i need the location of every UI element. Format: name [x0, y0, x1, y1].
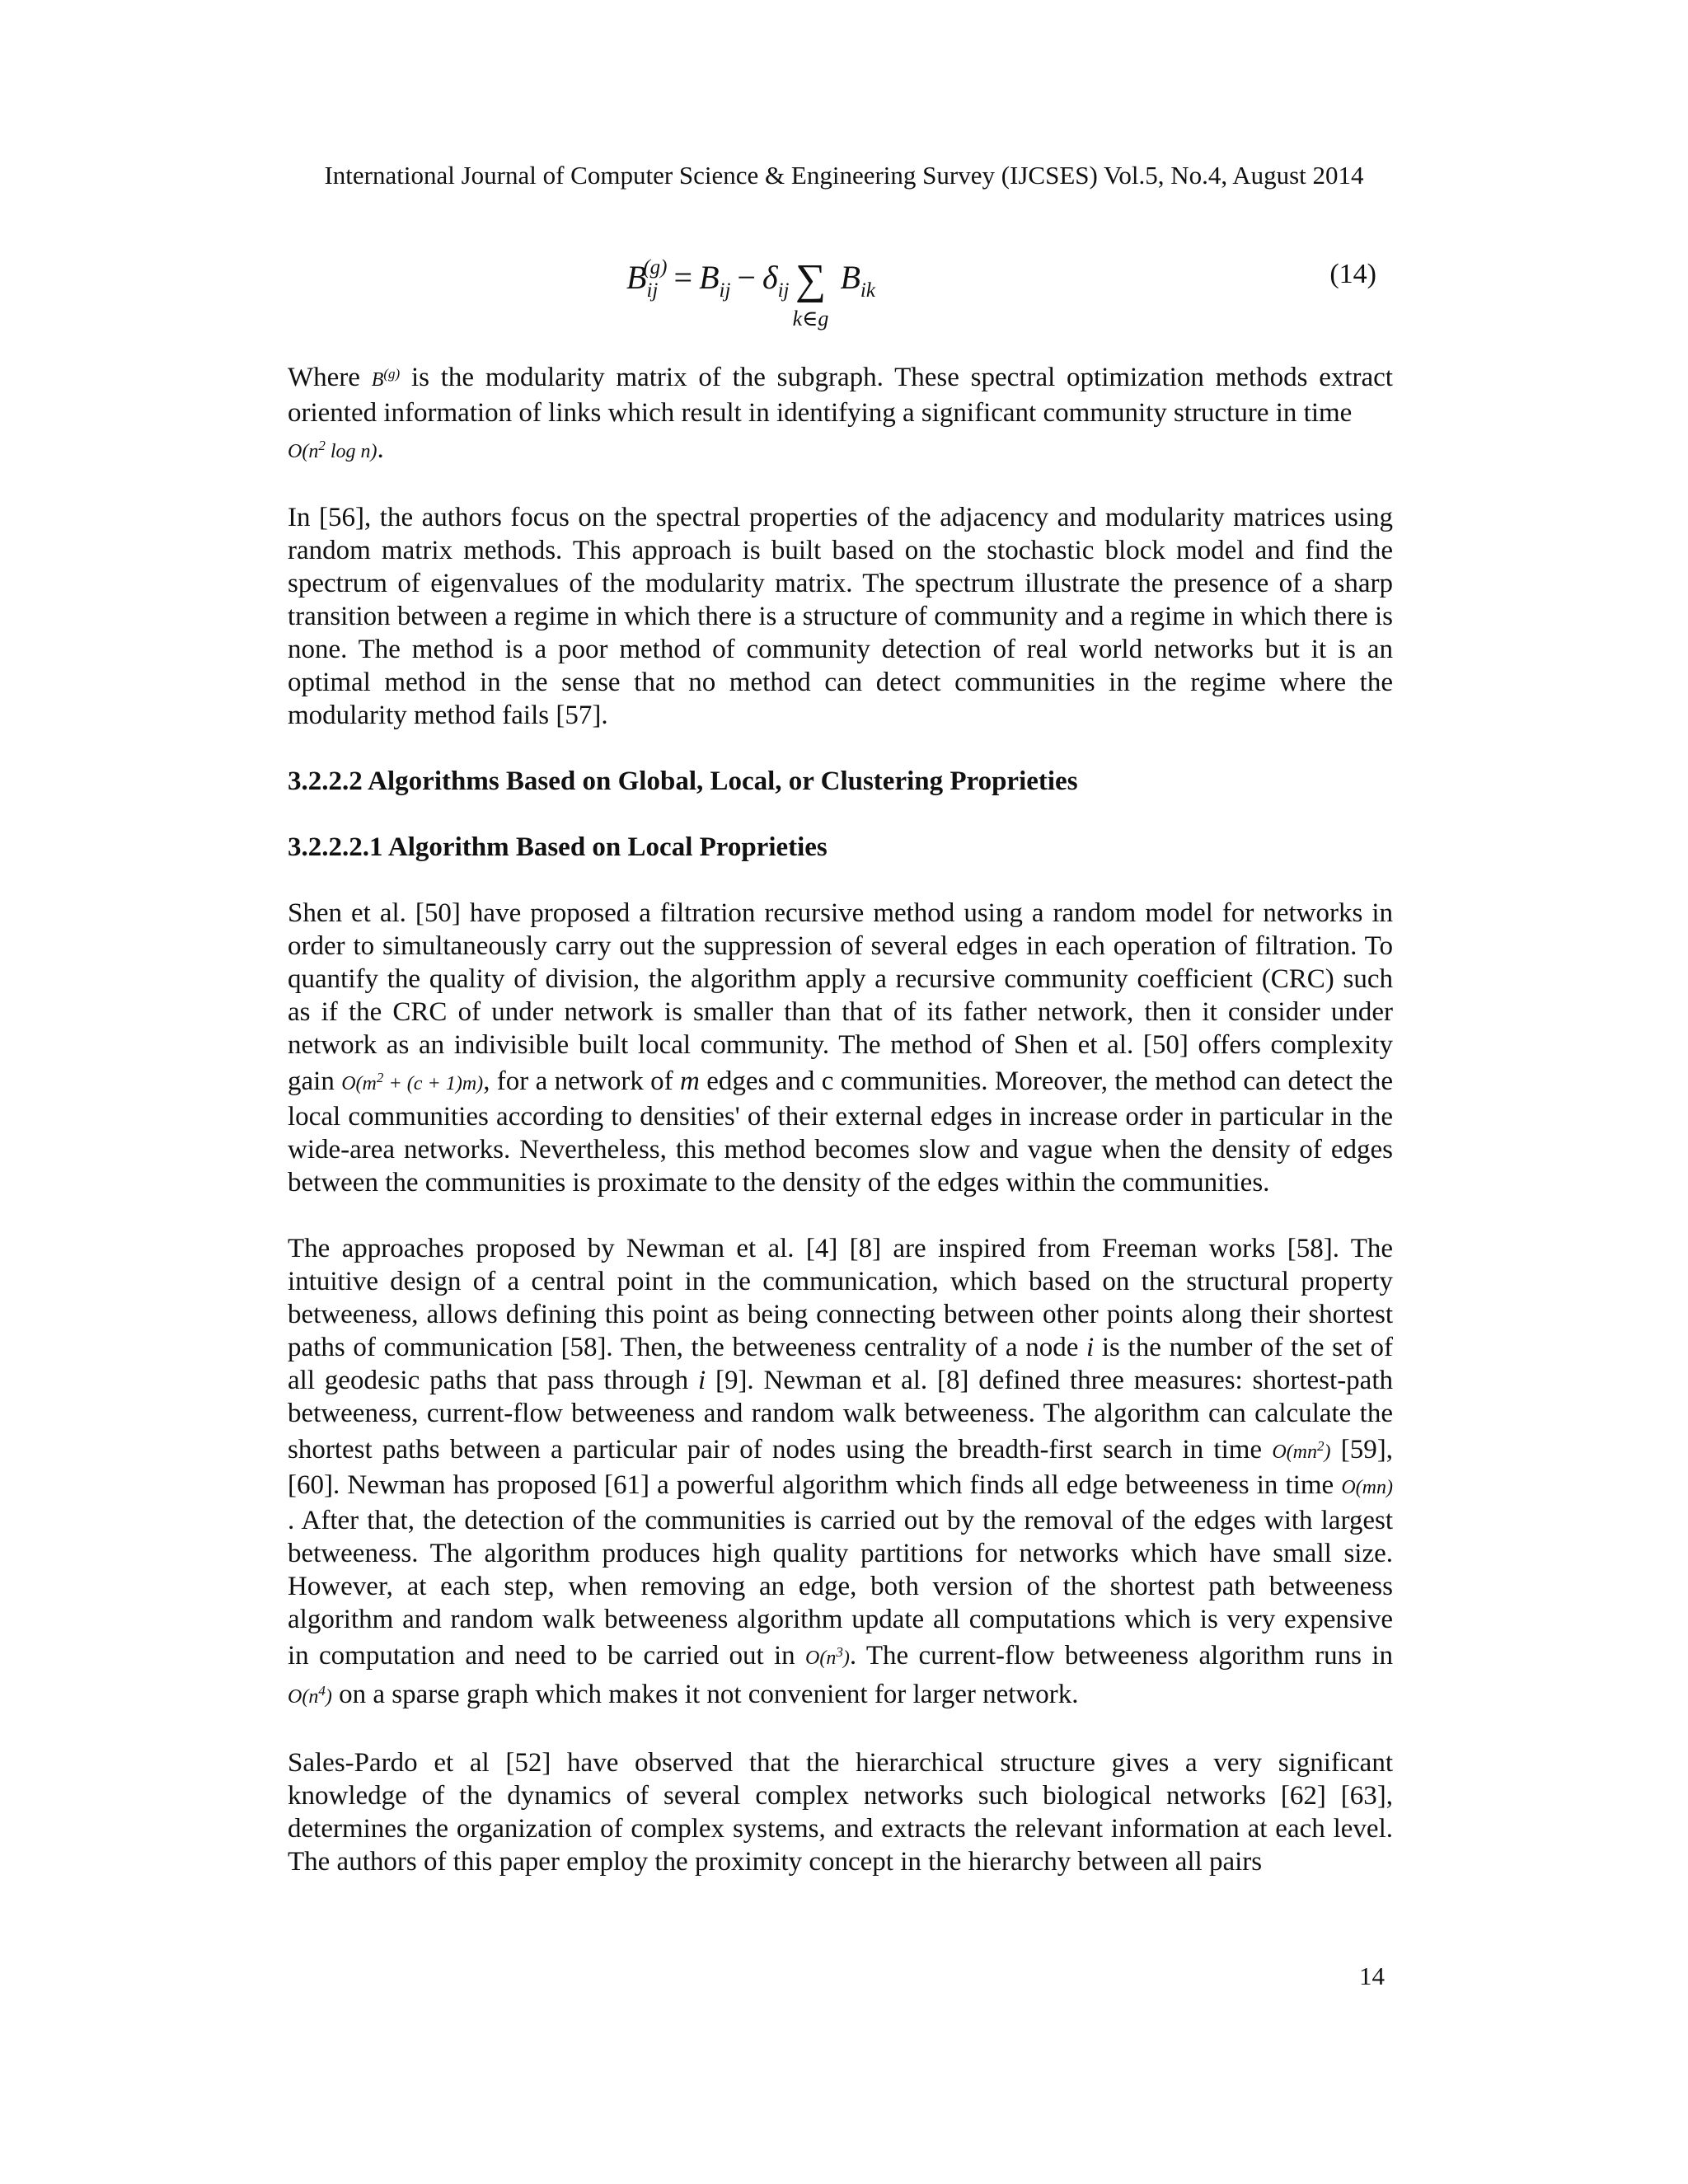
paragraph-1: Where $B^{(g)}$ is the modularity matrix of the subgraph. These spectral optimization methods extract oriented information of links which result in identifying a significant community structure in time $O(n^2$ log n).	[288, 363, 1393, 464]
math-complexity-n2logn: $O(n^2$ log n)	[288, 438, 377, 462]
math-complexity-m2: $O(m^2 + (c + 1)m)$	[341, 1070, 484, 1094]
equation-14	[0, 247, 1688, 346]
page-number: 14	[1359, 1961, 1385, 1990]
section-heading-3-2-2-2: 3.2.2.2 Algorithms Based on Global, Local, or Clustering Proprieties	[288, 766, 1078, 796]
math-complexity-n4: $O(n^4)$	[288, 1683, 332, 1708]
math-complexity-n3: $O(n^3)$	[805, 1644, 850, 1669]
math-complexity-mn: O(mn)	[1341, 1477, 1393, 1498]
math-B-g: $B^{(g)}$	[371, 366, 401, 391]
math-complexity-mn2: $O(mn^2)$	[1272, 1438, 1331, 1463]
equation-body: $B_{ij}^{(g)} = B_{ij} - \delta_{ij}$ ∑ k∈g $B_{ik}$	[626, 256, 875, 330]
body-text	[288, 358, 1393, 1878]
running-header: International Journal of Computer Science & Engineering Survey (IJCSES) Vol.5, No.4, August 2014	[324, 161, 1364, 190]
paragraph-4: The approaches proposed by Newman et al. [4] [8] are inspired from Freeman works [58]. The intuitive design of a central point in the communication, which based on the structural property betweeness, allows defining this point as being connecting between other points along their shortest paths of communication [58]. Then, the betweeness centrality of a node i is the number of the set of all geodesic paths that pass through i [9]. Newman et al. [8] defined three measures: shortest-path betweeness, current-flow betweeness and random walk betweeness. The algorithm can calculate the shortest paths between a particular pair of nodes using the breadth-first search in time $O(mn^2)$ [59], [60]. Newman has proposed [61] a powerful algorithm which finds all edge betweeness in time O(mn) . After that, the detection of the communities is carried out by the removal of the edges with largest betweeness. The algorithm produces high quality partitions for networks which have small size. However, at each step, when removing an edge, both version of the shortest path betweeness algorithm and random walk betweeness algorithm update all computations which is very expensive in computation and need to be carried out in $O(n^3)$. The current-flow betweeness algorithm runs in $O(n^4)$ on a sparse graph which makes it not convenient for larger network.	[288, 1234, 1394, 1709]
paragraph-5: Sales-Pardo et al [52] have observed that the hierarchical structure gives a very significant knowledge of the dynamics of several complex networks such biological networks [62] [63], determines the organization of complex systems, and extracts the relevant information at each level. The authors of this paper employ the proximity concept in the hierarchy between all pairs	[288, 1748, 1393, 1877]
section-heading-3-2-2-2-1: 3.2.2.2.1 Algorithm Based on Local Proprieties	[288, 832, 828, 862]
paragraph-2: In [56], the authors focus on the spectral properties of the adjacency and modularity matrices using random matrix methods. This approach is built based on the stochastic block model and find the spectrum of eigenvalues of the modularity matrix. The spectrum illustrate the presence of a sharp transition between a regime in which there is a structure of community and a regime in which there is none. The method is a poor method of community detection of real world networks but it is an optimal method in the sense that no method can detect communities in the regime where the modularity method fails [57].	[288, 503, 1393, 730]
paragraph-3: Shen et al. [50] have proposed a filtration recursive method using a random model for networks in order to simultaneously carry out the suppression of several edges in each operation of filtration. To quantify the quality of division, the algorithm apply a recursive community coefficient (CRC) such as if the CRC of under network is smaller than that of its father network, then it consider under network as an indivisible built local community. The method of Shen et al. [50] offers complexity gain $O(m^2 + (c + 1)m)$, for a network of m edges and c communities. Moreover, the method can detect the local communities according to densities' of their external edges in increase order in particular in the wide-area networks. Nevertheless, this method becomes slow and vague when the density of edges between the communities is proximate to the density of the edges within the communities.	[288, 898, 1393, 1197]
equation-number: (14)	[1329, 259, 1376, 289]
